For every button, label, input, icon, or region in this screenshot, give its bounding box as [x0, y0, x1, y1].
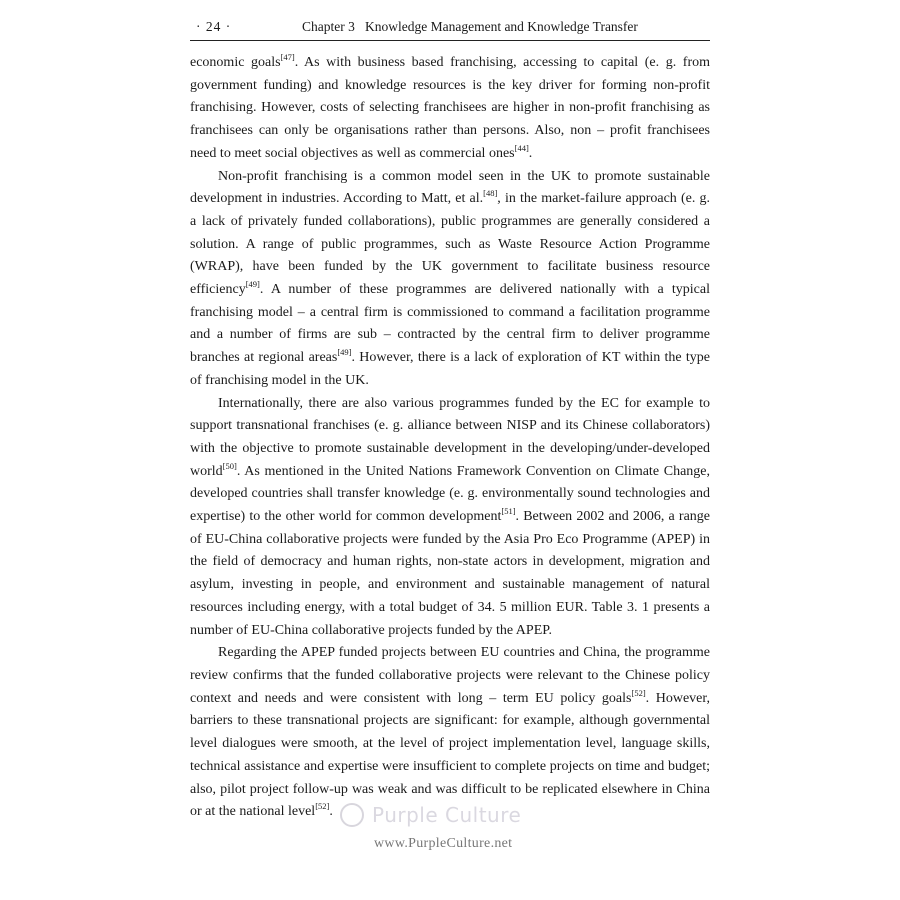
- paragraph-text: . However, barriers to these transnational projects are significant: for example, although governmental level dialogues were smooth, at the level of project implementation level, language skills, technical assistance and expertise were insufficient to complete projects on time and budget; also, pilot project follow-up was weak and was difficult to be replicated elsewhere in China or at the national level: [190, 690, 710, 820]
- page-number: · 24 ·: [196, 19, 232, 34]
- citation-ref: [49]: [245, 279, 260, 290]
- citation-ref: [52]: [631, 687, 646, 698]
- paragraph-text: Internationally, there are also various programmes funded by the EC for example to support transnational franchises (e. g. alliance between NISP and its Chinese collaborators) with the objective to promote sustainable development in the developing/under-developed world: [190, 395, 710, 479]
- paragraph-text: Regarding the APEP funded projects between EU countries and China, the programme review confirms that the funded collaborative projects were relevant to the Chinese policy context and needs and were consistent with long – term EU policy goals: [190, 645, 710, 706]
- citation-ref: [52]: [315, 801, 330, 812]
- paragraph-text: . As mentioned in the United Nations Framework Convention on Climate Change, developed countries shall transfer knowledge (e. g. environmentally sound technologies and expertise) to the other world for common development: [190, 463, 710, 525]
- paragraph-4: [190, 642, 710, 824]
- running-title: Chapter 3 Knowledge Management and Knowledge Transfer: [302, 19, 638, 34]
- paragraph-text: .: [528, 145, 533, 161]
- paragraph-text: economic goals: [190, 55, 281, 70]
- citation-ref: [50]: [222, 460, 237, 471]
- citation-ref: [47]: [280, 52, 295, 62]
- paragraph-1: [190, 52, 710, 166]
- watermark-logo: [340, 803, 540, 829]
- citation-ref: [44]: [514, 142, 529, 153]
- body-text: [190, 52, 710, 824]
- paragraph-text: Non-profit franchising is a common model seen in the UK to promote sustainable development in industries. According to Matt, et al.: [190, 168, 710, 207]
- paragraph-text: , in the market-failure approach (e. g. a lack of privately funded collaborations), public programmes are generally considered a solution. A range of public programmes, such as Waste Resource Action Programme (WRAP), have been funded by the UK government to facilitate business resource efficiency: [190, 191, 710, 298]
- paragraph-text: . However, there is a lack of exploration of KT within the type of franchising model in the UK.: [190, 350, 711, 388]
- watermark-brand: Purple Culture: [372, 803, 522, 827]
- paragraph-text: .: [329, 804, 333, 820]
- paragraph-2: [190, 166, 710, 393]
- citation-ref: [48]: [483, 188, 498, 199]
- citation-ref: [49]: [337, 347, 352, 358]
- citation-ref: [51]: [501, 506, 516, 517]
- paragraph-3: [190, 393, 710, 643]
- purple-culture-logo-icon: [340, 803, 364, 827]
- paragraph-text: . A number of these programmes are delivered nationally with a typical franchising model – a central firm is commissioned to command a facilitation programme and a number of firms are sub – contracted by the central firm to deliver programme branches at regional areas: [190, 282, 710, 366]
- paragraph-text: . As with business based franchising, accessing to capital (e. g. from government funding) and knowledge resources is the key driver for forming non-profit franchising. However, costs of selecting franchisees are higher in non-profit franchising as franchisees can only be organisations rather than persons. Also, non – profit franchisees need to meet social objectives as well as commercial ones: [190, 55, 710, 161]
- watermark-url: www.PurpleCulture.net: [374, 836, 513, 851]
- running-header: [190, 12, 710, 41]
- paragraph-text: . Between 2002 and 2006, a range of EU-China collaborative projects were funded by the Asia Pro Eco Programme (APEP) in the field of democracy and human rights, non-state actors in development, migration and asylum, investing in people, and environment and sustainable management of natural resources including energy, with a total budget of 34. 5 million EUR. Table 3. 1 presents a number of EU-China collaborative projects funded by the APEP.: [190, 509, 711, 638]
